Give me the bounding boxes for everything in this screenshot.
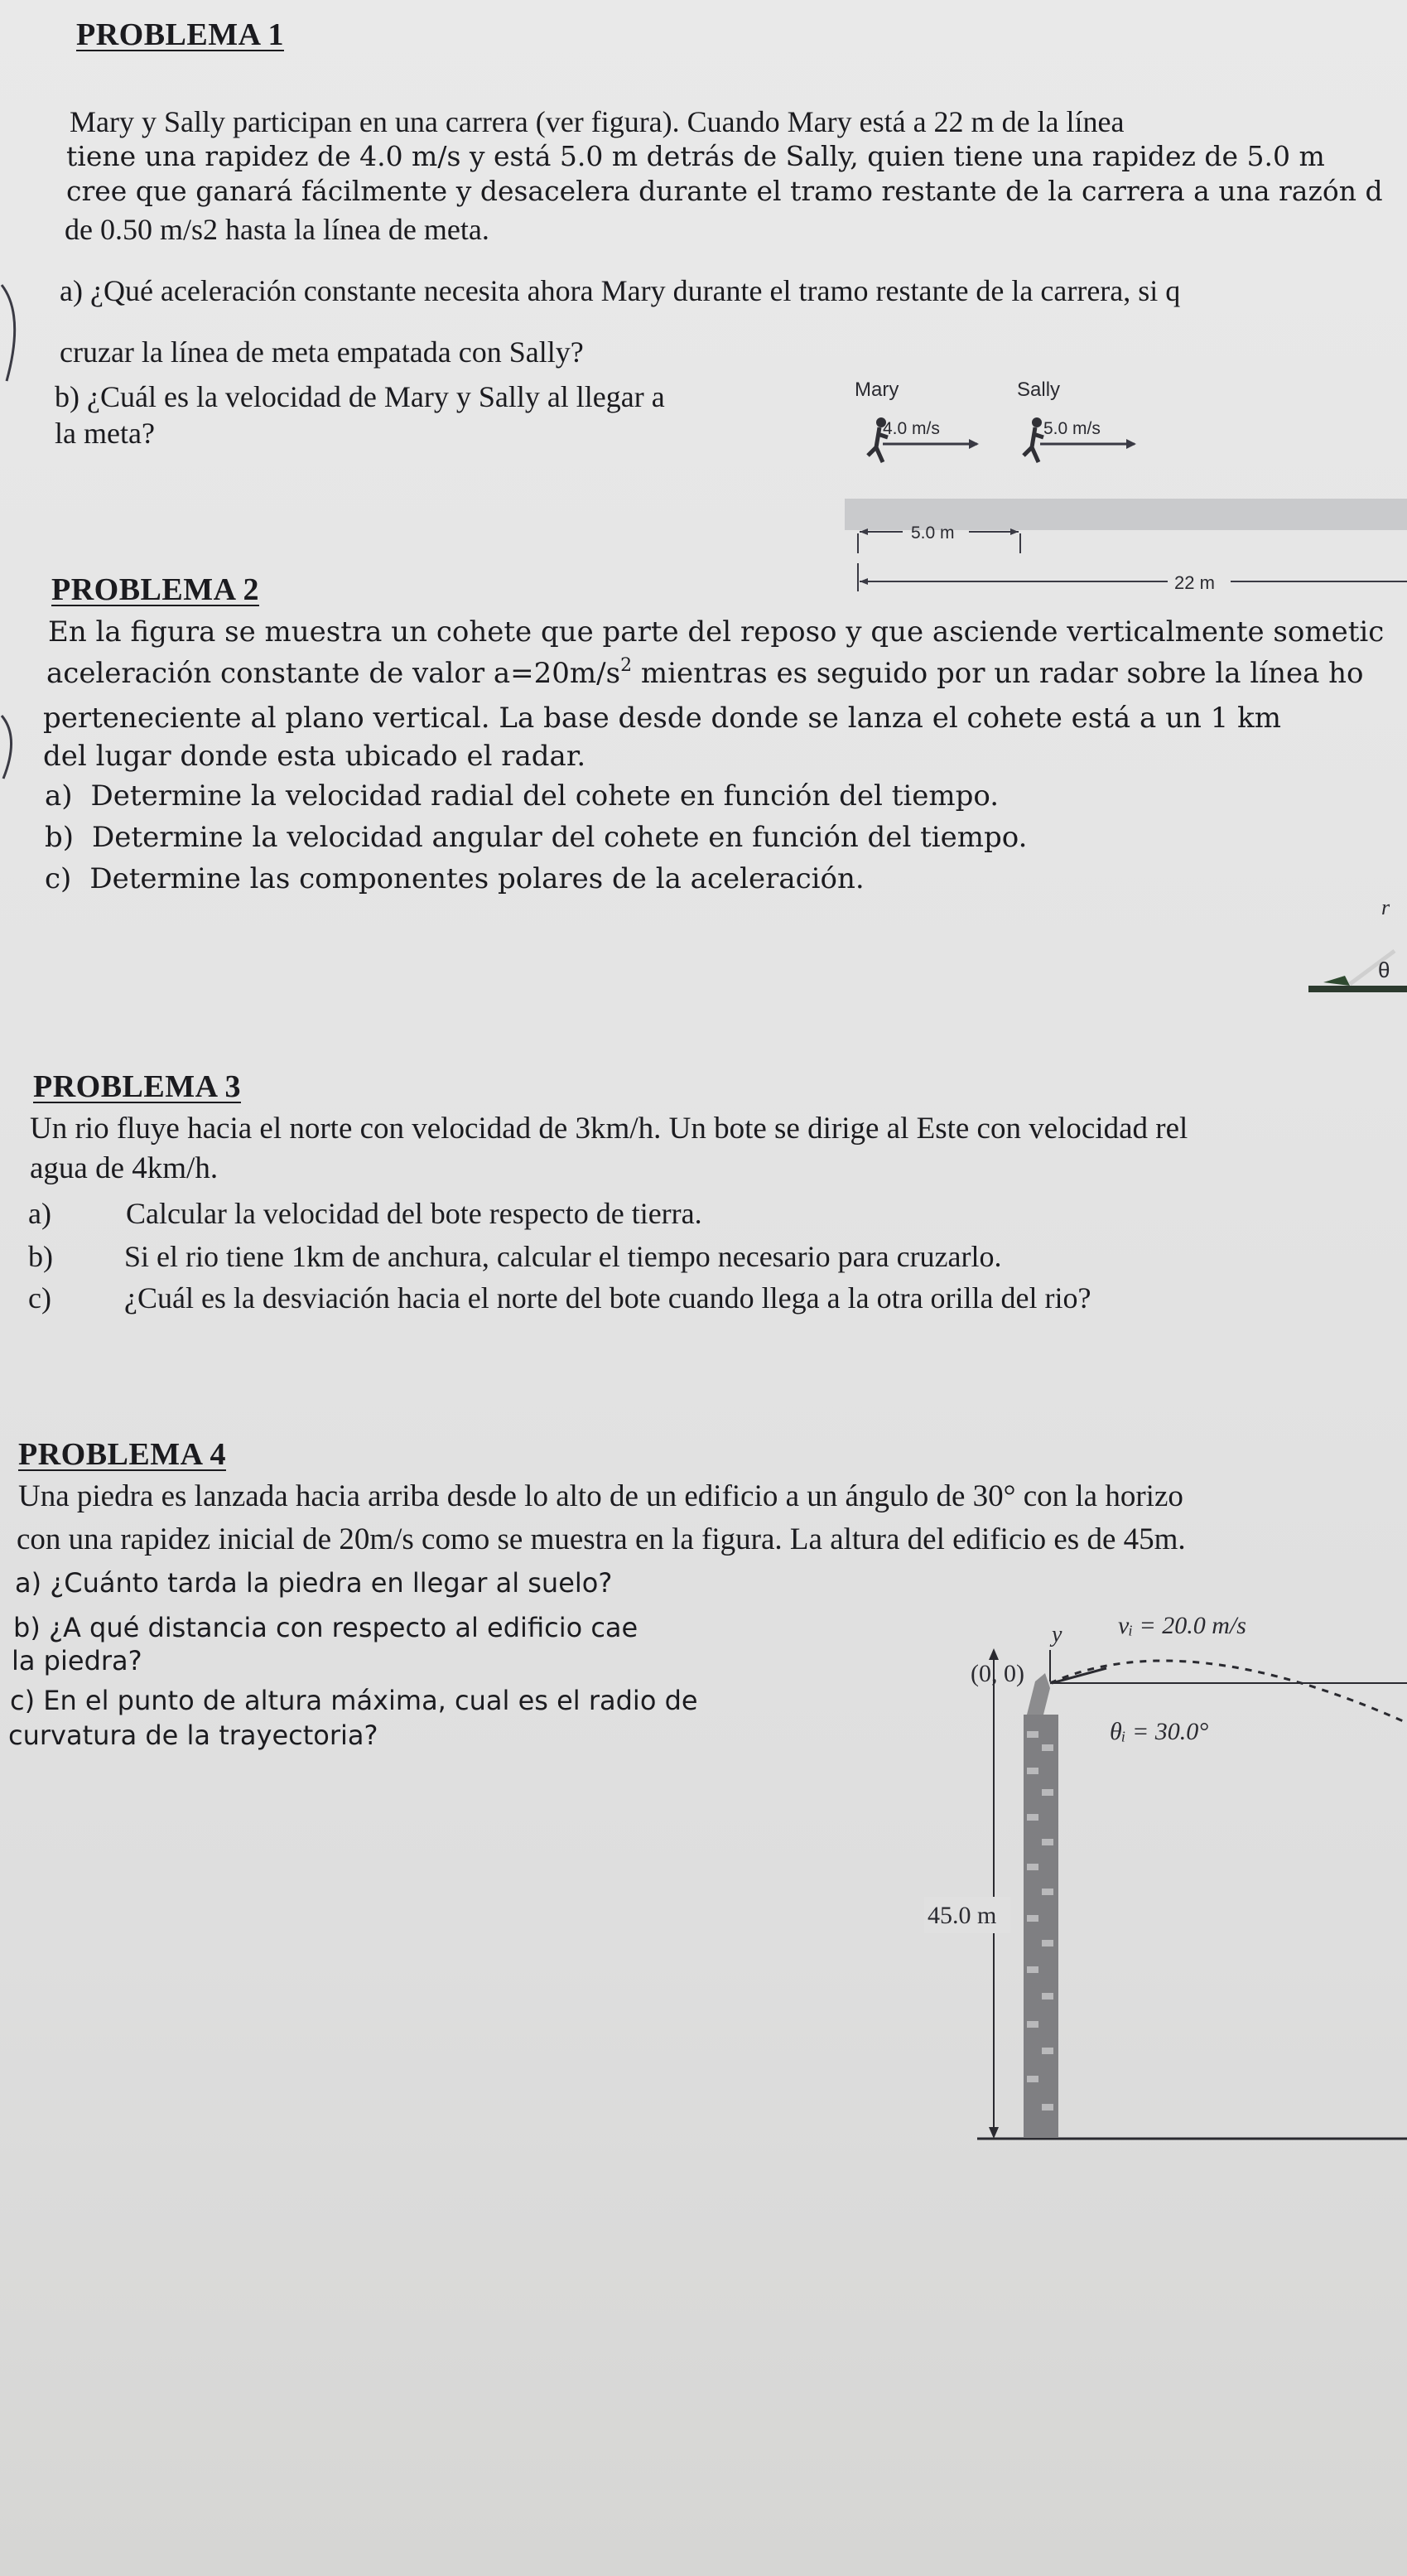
problem4-question-a: a) ¿Cuánto tarda la piedra en llegar al suelo? [15, 1567, 613, 1599]
radar-r-label: r [1381, 895, 1390, 919]
problem1-question-a-line-2: cruzar la línea de meta empatada con Sally? [60, 335, 584, 369]
radar-theta-label: θ [1378, 958, 1390, 982]
radar-dish-icon [1323, 976, 1350, 986]
height-label: 45.0 m [928, 1902, 997, 1929]
problem2-heading: PROBLEMA 2 [51, 572, 259, 607]
problem2-intro-line-1: En la figura se muestra un cohete que parte del reposo y que asciende verticalmente sometic [48, 615, 1385, 649]
problem3-item-c: c) ¿Cuál es la desviación hacia el norte del bote cuando llega a la otra orilla del rio? [28, 1281, 1091, 1315]
radar-ground [1308, 986, 1407, 992]
problem2-item-a: a) Determine la velocidad radial del cohete en función del tiempo. [45, 779, 1000, 813]
gap-label: 5.0 m [911, 523, 955, 543]
problem4-question-c-line-2: curvatura de la trayectoria? [8, 1720, 378, 1751]
problem4-question-b-line-1: b) ¿A qué distancia con respecto al edificio cae [13, 1612, 638, 1643]
problem1-line-3: cree que ganará fácilmente y desacelera durante el tramo restante de la carrera a una razón d [66, 175, 1383, 207]
building [1024, 1715, 1058, 2137]
mary-speed-label: 4.0 m/s [883, 419, 940, 438]
distance-label: 22 m [1174, 572, 1215, 593]
initial-velocity-arrow [1052, 1668, 1106, 1683]
problem1-line-4: de 0.50 m/s2 hasta la línea de meta. [65, 213, 489, 246]
velocity-label: vᵢ = 20.0 m/s [1118, 1612, 1246, 1639]
y-axis-label: y [1052, 1622, 1062, 1647]
problem3-line-2: agua de 4km/h. [30, 1151, 219, 1185]
problem3-item-a: a) Calcular la velocidad del bote respecto de tierra. [28, 1197, 702, 1230]
problem2-intro-line-4: del lugar donde esta ubicado el radar. [43, 740, 586, 773]
problem2-item-b: b) Determine la velocidad angular del cohete en función del tiempo. [45, 821, 1028, 854]
problem4-question-c-line-1: c) En el punto de altura máxima, cual es el radio de [10, 1685, 698, 1716]
problem3-item-b: b) Si el rio tiene 1km de anchura, calcular el tiempo necesario para cruzarlo. [28, 1240, 1002, 1273]
sally-speed-label: 5.0 m/s [1043, 419, 1101, 438]
problem4-heading: PROBLEMA 4 [18, 1437, 226, 1472]
origin-label: (0, 0) [971, 1660, 1024, 1687]
problem1-line-1: Mary y Sally participan en una carrera (ver figura). Cuando Mary está a 22 m de la línea [70, 105, 1125, 138]
mary-label: Mary [855, 379, 899, 401]
sally-label: Sally [1017, 379, 1061, 401]
problem2-item-c: c) Determine las componentes polares de la aceleración. [45, 862, 865, 895]
problem2-intro-line-3: perteneciente al plano vertical. La base desde donde se lanza el cohete está a un 1 km [43, 702, 1281, 735]
problem4-question-b-line-2: la piedra? [12, 1645, 142, 1676]
radar-figure [1292, 886, 1407, 1011]
problem3-heading: PROBLEMA 3 [33, 1069, 241, 1104]
problem3-line-1: Un rio fluye hacia el norte con velocidad de 3km/h. Un bote se dirige al Este con velocidad rel [30, 1112, 1188, 1146]
margin-bracket-mark [0, 282, 33, 398]
angle-label: θᵢ = 30.0° [1110, 1718, 1209, 1745]
margin-bracket-mark [0, 712, 33, 787]
sally-runner-icon [1024, 417, 1043, 462]
problem1-heading: PROBLEMA 1 [76, 17, 284, 52]
projectile-figure [911, 1590, 1407, 2187]
problem2-intro-line-2: aceleración constante de valor $a=20m/s^2$ mientras es seguido por un radar sobre la línea ho [46, 655, 1364, 690]
problem1-question-b-line-2: la meta? [55, 417, 155, 450]
problem4-line-1: Una piedra es lanzada hacia arriba desde lo alto de un edificio a un ángulo de 30° con la horizo [18, 1479, 1183, 1513]
problem1-question-a-line-1: a) ¿Qué aceleración constante necesita ahora Mary durante el tramo restante de la carrera, si q [60, 274, 1181, 307]
problem4-line-2: con una rapidez inicial de 20m/s como se muestra en la figura. La altura del edificio es de 45m. [17, 1522, 1186, 1556]
thrower-icon [1027, 1673, 1050, 1715]
problem1-line-2: tiene una rapidez de 4.0 m/s y está 5.0 m detrás de Sally, quien tiene una rapidez de 5.0 m [66, 140, 1325, 172]
race-figure [836, 364, 1407, 605]
problem1-question-b-line-1: b) ¿Cuál es la velocidad de Mary y Sally al llegar a [55, 380, 665, 413]
